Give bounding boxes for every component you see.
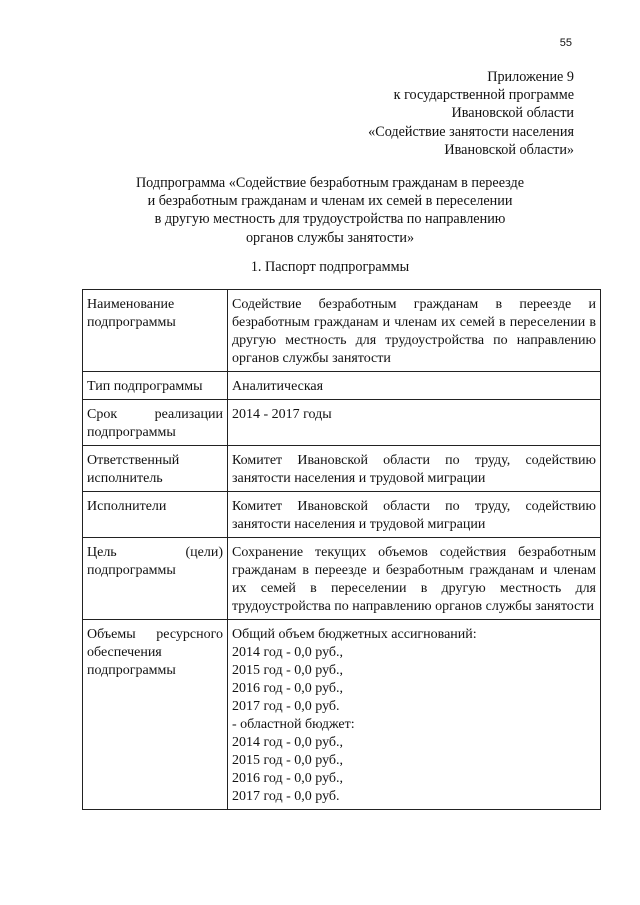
row-value: Аналитическая [228, 372, 601, 400]
passport-table [82, 289, 601, 810]
subprogram-title-line: и безработным гражданам и членам их семей в переселении [147, 193, 513, 210]
budget-line: - областной бюджет: [232, 717, 355, 732]
row-label: Объемы ресурсного обеспечения подпрограммы [83, 620, 228, 810]
budget-line: 2014 год - 0,0 руб., [232, 735, 344, 750]
budget-line: 2016 год - 0,0 руб., [232, 681, 344, 696]
table-row [83, 620, 601, 810]
appendix-header [368, 68, 574, 159]
row-label: Наименование подпрограммы [83, 290, 228, 372]
appendix-line: «Содействие занятости населения [368, 123, 574, 140]
row-label: Срок реализации подпрограммы [83, 400, 228, 446]
subprogram-title [80, 174, 580, 247]
subprogram-title-line: Подпрограмма «Содействие безработным гражданам в переезде [135, 175, 525, 191]
table-row [83, 400, 601, 446]
budget-line: 2017 год - 0,0 руб. [232, 699, 340, 714]
row-label: Тип подпрограммы [83, 372, 228, 400]
table-row [83, 492, 601, 538]
appendix-line: Приложение 9 [487, 69, 574, 85]
subprogram-title-line: органов службы занятости» [245, 229, 415, 246]
row-value: Комитет Ивановской области по труду, содействию занятости населения и трудовой миграции [228, 492, 601, 538]
table-row [83, 372, 601, 400]
appendix-line: к государственной программе [393, 87, 574, 104]
budget-line: 2015 год - 0,0 руб., [232, 753, 344, 768]
table-row [83, 446, 601, 492]
subprogram-title-line: в другую местность для трудоустройства по направлению [154, 211, 506, 228]
row-value [228, 620, 601, 810]
budget-line: Общий объем бюджетных ассигнований: [232, 627, 477, 642]
table-row [83, 538, 601, 620]
page-number: 55 [559, 37, 572, 49]
row-value: Сохранение текущих объемов содействия безработным гражданам в переезде и безработным гражданам и членам их семей в переселении в другую местность для трудоустройства по направлению органов службы занятости [228, 538, 601, 620]
row-label: Исполнители [83, 492, 228, 538]
row-label: Ответственный исполнитель [83, 446, 228, 492]
row-value: Комитет Ивановской области по труду, содействию занятости населения и трудовой миграции [228, 446, 601, 492]
budget-line: 2014 год - 0,0 руб., [232, 645, 344, 660]
table-row [83, 290, 601, 372]
row-label: Цель (цели) подпрограммы [83, 538, 228, 620]
budget-line: 2016 год - 0,0 руб., [232, 771, 344, 786]
appendix-line: Ивановской области» [444, 141, 574, 158]
row-value: 2014 - 2017 годы [228, 400, 601, 446]
budget-line: 2015 год - 0,0 руб., [232, 663, 344, 678]
row-value: Содействие безработным гражданам в переезде и безработным гражданам и членам их семей в переселении в другую местность для трудоустройства по направлению органов службы занятости [228, 290, 601, 372]
appendix-line: Ивановской области [451, 105, 574, 122]
budget-line: 2017 год - 0,0 руб. [232, 789, 340, 804]
section-heading: 1. Паспорт подпрограммы [250, 259, 410, 275]
